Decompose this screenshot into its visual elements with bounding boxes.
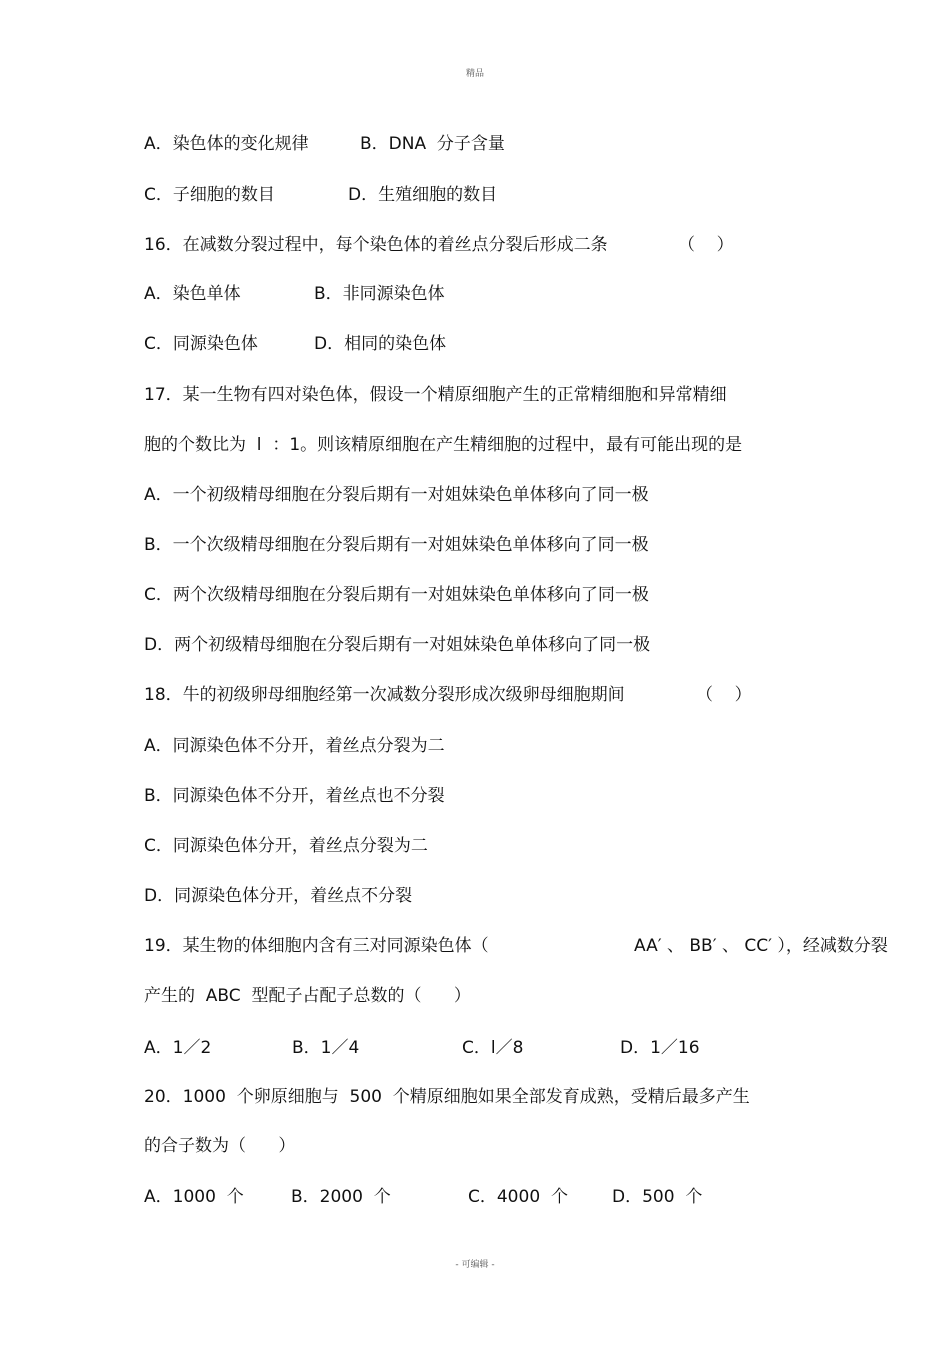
q20-option-b: B．2000 个 [291,1187,391,1207]
q19-option-a: A．1／2 [144,1038,212,1058]
q16-option-d: D．相同的染色体 [314,334,447,354]
q19-option-c: C．l／8 [462,1038,524,1058]
q17-stem-line1: 17．某一生物有四对染色体，假设一个精原细胞产生的正常精细胞和异常精细 [144,385,727,405]
q16-option-a: A．染色单体 [144,284,241,304]
q20-option-d: D．500 个 [612,1187,703,1207]
q19-stem-part2: AA′ 、 BB′ 、 CC′ ），经减数分裂 [634,936,888,956]
page-header: 精品 [465,69,484,79]
page-footer: - 可编辑 - [455,1260,495,1270]
q18-option-c: C．同源染色体分开，着丝点分裂为二 [144,836,428,856]
q18-option-b: B．同源染色体不分开，着丝点也不分裂 [144,786,445,806]
q17-option-d: D．两个初级精母细胞在分裂后期有一对姐妹染色单体移向了同一极 [144,635,651,655]
q20-option-c: C．4000 个 [468,1187,568,1207]
q15-option-b: B．DNA 分子含量 [360,134,505,154]
q19-stem-part1: 19．某生物的体细胞内含有三对同源染色体（ [144,936,489,956]
q16-stem: 16．在减数分裂过程中，每个染色体的着丝点分裂后形成二条 [144,235,608,255]
q20-stem-line1: 20．1000 个卵原细胞与 500 个精原细胞如果全部发育成熟，受精后最多产生 [144,1087,750,1107]
q17-stem-line2: 胞的个数比为 l ：1。则该精原细胞在产生精细胞的过程中，最有可能出现的是 [144,435,743,455]
q15-option-a: A．染色体的变化规律 [144,134,309,154]
q19-option-d: D．1／16 [620,1038,700,1058]
q16-option-b: B．非同源染色体 [314,284,445,304]
q20-stem-line2: 的合子数为（ ） [144,1136,296,1156]
q18-stem: 18．牛的初级卵母细胞经第一次减数分裂形成次级卵母细胞期间 [144,685,625,705]
q15-option-d: D．生殖细胞的数目 [348,185,498,205]
q18-option-d: D．同源染色体分开，着丝点不分裂 [144,886,413,906]
q19-stem-line2: 产生的 ABC 型配子占配子总数的（ ） [144,986,471,1006]
q19-option-b: B．1／4 [292,1038,360,1058]
q16-option-c: C．同源染色体 [144,334,258,354]
q16-answer-paren: （ ） [678,235,734,255]
q17-option-b: B．一个次级精母细胞在分裂后期有一对姐妹染色单体移向了同一极 [144,535,649,555]
q17-option-c: C．两个次级精母细胞在分裂后期有一对姐妹染色单体移向了同一极 [144,585,649,605]
q20-option-a: A．1000 个 [144,1187,244,1207]
q17-option-a: A．一个初级精母细胞在分裂后期有一对姐妹染色单体移向了同一极 [144,485,649,505]
q18-answer-paren: （ ） [696,685,752,705]
q18-option-a: A．同源染色体不分开，着丝点分裂为二 [144,736,445,756]
q15-option-c: C．子细胞的数目 [144,185,275,205]
